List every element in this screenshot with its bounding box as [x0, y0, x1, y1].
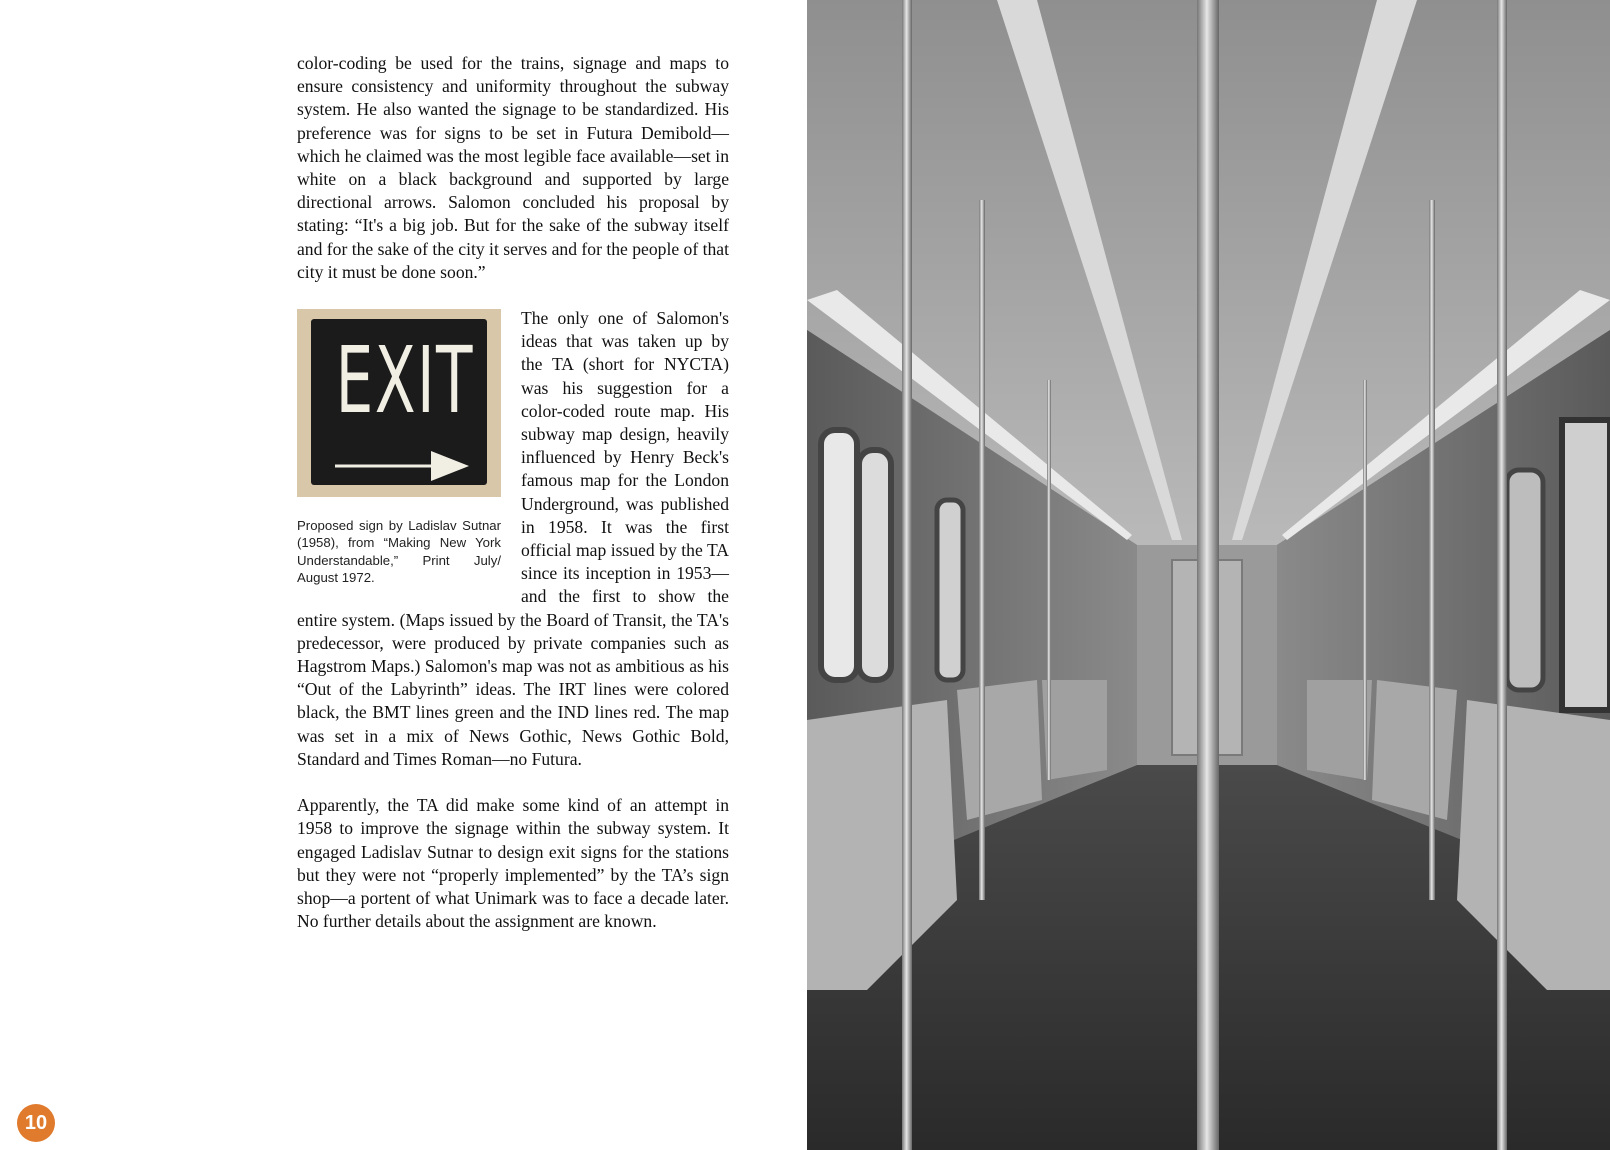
- exit-sign-text: EXIT: [335, 327, 474, 435]
- subway-car-interior-photo: [807, 0, 1610, 1150]
- page-number-badge: 10: [17, 1104, 55, 1142]
- exit-sign-figure: [297, 309, 501, 587]
- paragraph-gap: [297, 771, 729, 794]
- subway-car-illustration: [807, 0, 1610, 1150]
- body-text-column: [297, 52, 729, 933]
- figure-caption: Proposed sign by Ladislav Sutnar (1958), from “Making New York Understandable,” Print July/ August 1972.: [297, 518, 501, 586]
- exit-sign-photo: [297, 309, 501, 497]
- exit-sign-panel: [311, 319, 487, 485]
- paragraph-3: Apparently, the TA did make some kind of an attempt in 1958 to improve the signage within the subway system. It engaged Ladislav Sutnar to design exit signs for the stations but they were not “properly implemented” by the TA’s sign shop—a portent of what Unimark was to face a decade later. No further details about the assignment are known.: [297, 795, 729, 932]
- paragraph-2: The only one of Salomon's ideas that was taken up by the TA (short for NYCTA) was his suggestion for a color-coded route map. His subway map design, heavily influenced by Henry Beck's famous map for the London Underground, was published in 1958. It was the first official map issued by the TA since its inception in 1953—and the first to show the entire system. (Maps issued by the Board of Transit, the TA's predecessor, were produced by private companies such as Hagstrom Maps.) Salomon's map was not as ambitious as his “Out of the Labyrinth” ideas. The IRT lines were colored black, the BMT lines green and the IND lines red. The map was set in a mix of News Gothic, News Gothic Bold, Standard and Times Roman—no Futura.: [297, 308, 729, 769]
- arrow-right-icon: [311, 319, 487, 485]
- paragraph-gap: [297, 284, 729, 307]
- paragraph-1: color-coding be used for the trains, signage and maps to ensure consistency and uniformity throughout the subway system. He also wanted the signage to be standardized. His preference was for signs to be set in Futura Demibold—which he claimed was the most legible face available—set in white on a black background and supported by large directional arrows. Salomon concluded his proposal by stating: “It's a big job. But for the sake of the subway itself and for the sake of the city it serves and for the people of that city it must be done soon.”: [297, 53, 729, 282]
